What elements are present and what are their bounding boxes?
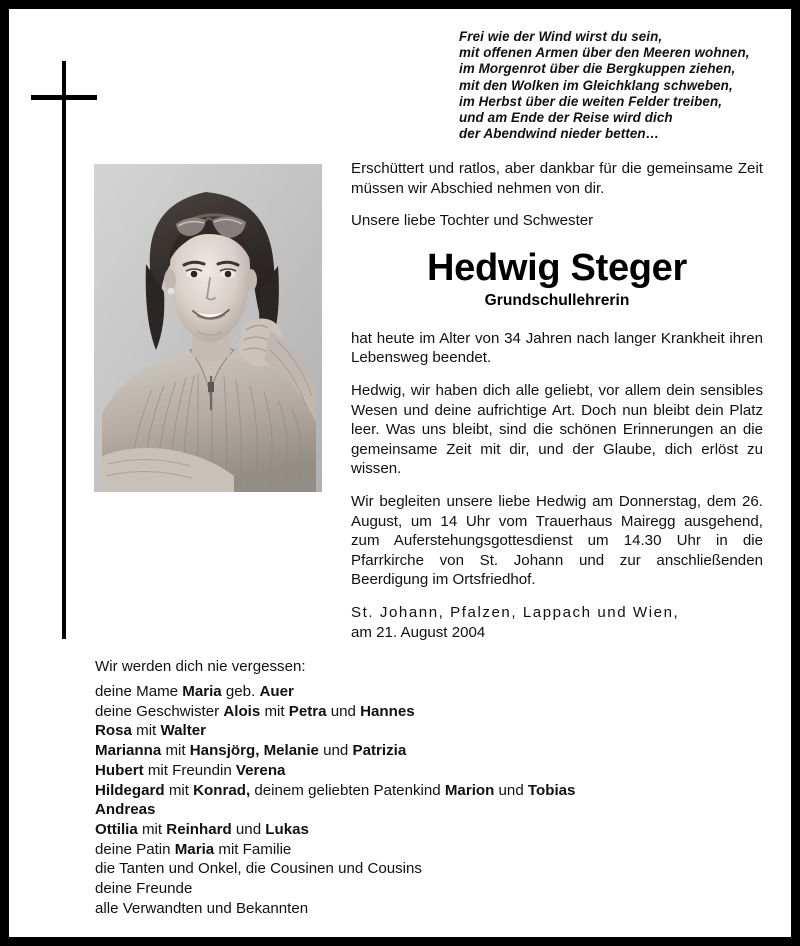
mourner-name: Hansjörg, Melanie xyxy=(189,742,319,760)
mourner-line xyxy=(95,761,755,781)
mourner-text: und xyxy=(231,820,266,838)
poem-line: und am Ende der Reise wird dich xyxy=(459,110,673,126)
mourner-line xyxy=(95,879,755,899)
mourner-line xyxy=(95,840,755,860)
mourner-text: mit xyxy=(131,722,161,740)
mourner-text: und xyxy=(326,702,361,720)
mourner-text: deine Patin xyxy=(95,840,175,858)
mourner-name: Marianna xyxy=(95,742,162,760)
mourner-line xyxy=(95,800,755,820)
mourner-text: alle Verwandten und Bekannten xyxy=(95,899,309,917)
mourner-name: Alois xyxy=(223,702,261,720)
mourner-text: mit Freundin xyxy=(143,761,236,779)
mourner-text: deine Geschwister xyxy=(95,702,224,720)
deceased-profession: Grundschullehrerin xyxy=(484,291,630,309)
mourner-text: mit xyxy=(137,820,167,838)
mourner-name: Petra xyxy=(288,702,327,720)
mourner-name: Konrad, xyxy=(193,781,251,799)
mourner-name: Lukas xyxy=(265,820,309,838)
death-sentence: hat heute im Alter von 34 Jahren nach langer Krankheit ihren Lebensweg beendet. xyxy=(351,329,763,367)
announcement-intro: Erschüttert und ratlos, aber dankbar für die gemeinsame Zeit müssen wir Abschied nehmen von dir. xyxy=(351,160,763,197)
portrait-photo-graphic xyxy=(94,164,322,492)
poem-line: mit den Wolken im Gleichklang schweben, xyxy=(459,77,733,93)
cross-vertical-bar xyxy=(62,61,66,639)
mourner-text: deinem geliebten Patenkind xyxy=(250,781,445,799)
mourner-line xyxy=(95,820,755,840)
cross-horizontal-bar xyxy=(31,95,97,100)
mourner-name: Tobias xyxy=(527,781,576,799)
deceased-name: Hedwig Steger xyxy=(426,246,688,289)
mourner-name: Reinhard xyxy=(166,820,232,838)
deceased-name-block xyxy=(351,247,763,311)
mourner-name: Marion xyxy=(444,781,495,799)
mourner-name: Verena xyxy=(235,761,286,779)
mourner-line xyxy=(95,781,755,801)
mourner-text: mit xyxy=(161,742,190,760)
tribute-paragraph: Hedwig, wir haben dich alle geliebt, vor allem dein sensibles Wesen und deine aufrichtige Art. Doch nun bleibt dein Platz leer. Was uns bleibt, sind die schönen Erinnerungen an die gemeinsame Zeit mit dir, und der Glaube, dich erlöst zu wissen. xyxy=(351,381,763,478)
mourner-name: Walter xyxy=(160,722,207,740)
mourner-line xyxy=(95,682,755,702)
mourner-name: Rosa xyxy=(95,722,132,740)
mourner-line xyxy=(95,702,755,722)
mourner-name: Hildegard xyxy=(95,781,165,799)
funeral-details: Wir begleiten unsere liebe Hedwig am Donnerstag, dem 26. August, um 14 Uhr vom Trauerhaus Mairegg ausgehend, zum Auferstehungsgottesdienst um 14.30 Uhr in die Pfarrkirche von St. Johann und zur anschließenden Beerdigung im Ortsfriedhof. xyxy=(351,492,763,589)
mourner-line xyxy=(95,741,755,761)
mourner-line xyxy=(95,721,755,741)
mourner-name: Patrizia xyxy=(352,742,407,760)
announcement-relation: Unsere liebe Tochter und Schwester xyxy=(351,212,594,230)
poem-line: mit offenen Armen über den Meeren wohnen, xyxy=(459,45,750,61)
mourner-text: die Tanten und Onkel, die Cousinen und Cousins xyxy=(95,860,422,878)
memorial-poem xyxy=(459,29,779,142)
mourner-name: Maria xyxy=(174,840,215,858)
mourner-text: mit Familie xyxy=(214,840,292,858)
mourner-line xyxy=(95,899,755,919)
mourner-name: Maria xyxy=(182,683,222,700)
mourner-name: Ottilia xyxy=(95,820,138,838)
mourners-section xyxy=(95,657,755,918)
poem-line: der Abendwind nieder betten… xyxy=(459,126,660,142)
mourner-text: mit xyxy=(164,781,194,799)
notice-date: am 21. August 2004 xyxy=(351,623,486,641)
mourner-text: deine Mame xyxy=(95,683,183,700)
mourner-text: und xyxy=(318,742,353,760)
mourner-text: und xyxy=(494,781,528,799)
mourner-text: deine Freunde xyxy=(95,880,193,898)
mourner-name: Hubert xyxy=(95,761,144,779)
poem-line: Frei wie der Wind wirst du sein, xyxy=(459,29,663,44)
name-spacer xyxy=(351,317,763,329)
poem-line: im Herbst über die weiten Felder treiben, xyxy=(459,93,723,109)
places-line: St. Johann, Pfalzen, Lappach und Wien, xyxy=(351,603,680,621)
portrait-photo xyxy=(94,164,322,492)
mourner-name: Andreas xyxy=(95,801,156,819)
poem-line: im Morgenrot über die Bergkuppen ziehen, xyxy=(459,61,736,77)
mourners-list xyxy=(95,682,755,918)
mourner-line xyxy=(95,859,755,879)
mourner-name: Auer xyxy=(259,683,294,700)
mourners-intro: Wir werden dich nie vergessen: xyxy=(95,658,306,675)
mourner-name: Hannes xyxy=(360,702,415,720)
mourner-text: geb. xyxy=(221,683,260,700)
announcement-column xyxy=(351,159,763,642)
mourner-text: mit xyxy=(260,702,289,720)
